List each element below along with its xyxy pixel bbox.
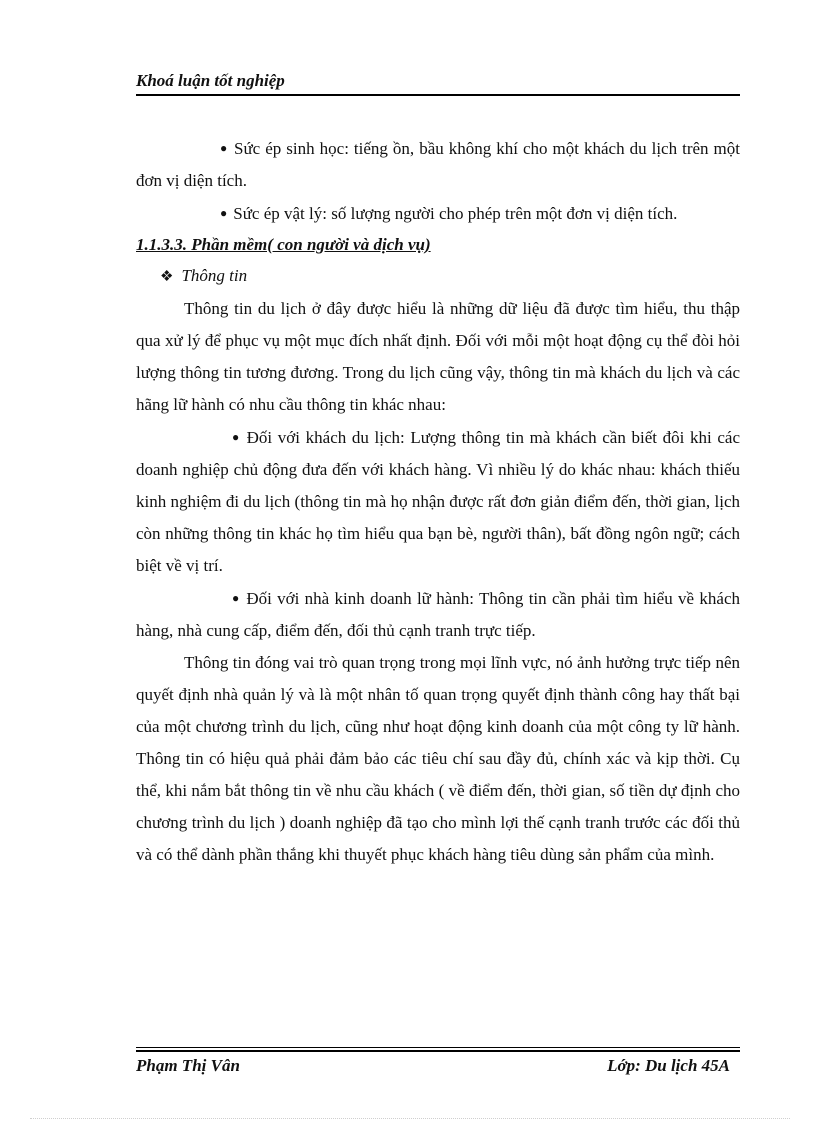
paragraph: Thông tin du lịch ở đây được hiểu là những dữ liệu đã được tìm hiểu, thu thập qua xử lý để phục vụ một mục đích nhất định. Đối với mỗi một hoạt động cụ thể đòi hỏi lượng thông tin tương đương. Trong du lịch cũng vậy, thông tin mà khách du lịch và các hãng lữ hành có nhu cầu thông tin khác nhau: <box>136 299 740 414</box>
bullet-paragraph <box>136 421 740 582</box>
bullet-icon: ● <box>220 206 228 220</box>
page-footer <box>136 1047 740 1078</box>
subheading-text: Thông tin <box>181 266 248 285</box>
footer-rule <box>136 1047 740 1048</box>
footer-author: Phạm Thị Vân <box>136 1056 240 1075</box>
bullet-icon: ● <box>220 141 229 155</box>
header-title: Khoá luận tốt nghiệp <box>136 71 285 90</box>
page-header <box>136 70 740 96</box>
bullet-paragraph <box>136 132 740 197</box>
footer-class: Lớp: Du lịch 45A <box>607 1056 730 1075</box>
subheading <box>136 260 740 293</box>
paragraph: Thông tin đóng vai trò quan trọng trong mọi lĩnh vực, nó ảnh hưởng trực tiếp nên quyết định nhà quản lý và là một nhân tố quan trọng quyết định thành công hay thất bại của một chương trình du lịch, cũng như hoạt động kinh doanh của một công ty lữ hành. Thông tin có hiệu quả phải đảm bảo các tiêu chí sau đầy đủ, chính xác và kịp thời. Cụ thể, khi nắm bắt thông tin về nhu cầu khách ( về điểm đến, thời gian, số tiền dự định cho chương trình du lịch ) doanh nghiệp đã tạo cho mình lợi thế cạnh tranh trước các đối thủ và có thể dành phần thắng khi thuyết phục khách hàng tiêu dùng sản phẩm của mình. <box>136 653 740 864</box>
bullet-text: Đối với khách du lịch: Lượng thông tin mà khách cần biết đôi khi các doanh nghiệp chủ động đưa đến với khách hàng. Vì nhiều lý do khác nhau: khách thiếu kinh nghiệm đi du lịch (thông tin mà họ nhận được rất đơn giản điểm đến, thời gian, lịch còn những thông tin khác họ tìm hiểu qua bạn bè, người thân), bất đồng ngôn ngữ; cách biệt về vị trí. <box>136 428 740 575</box>
bullet-text: Sức ép vật lý: số lượng người cho phép trên một đơn vị diện tích. <box>233 204 678 223</box>
bullet-text: Sức ép sinh học: tiếng ồn, bầu không khí cho một khách du lịch trên một đơn vị diện tích. <box>136 139 741 190</box>
body-text <box>136 132 740 871</box>
section-heading: 1.1.3.3. Phần mềm( con người và dịch vụ) <box>136 235 431 254</box>
bullet-icon: ● <box>232 591 241 605</box>
page-bottom-dotted-line <box>30 1118 790 1119</box>
diamond-bullet-icon: ❖ <box>160 269 174 285</box>
bullet-paragraph <box>136 582 740 647</box>
header-rule <box>136 94 740 96</box>
bullet-paragraph <box>136 197 740 230</box>
bullet-icon: ● <box>232 430 241 444</box>
bullet-text: Đối với nhà kinh doanh lữ hành: Thông tin cần phải tìm hiểu về khách hàng, nhà cung cấp, điểm đến, đối thủ cạnh tranh trực tiếp. <box>136 589 740 640</box>
footer-row <box>136 1052 740 1078</box>
